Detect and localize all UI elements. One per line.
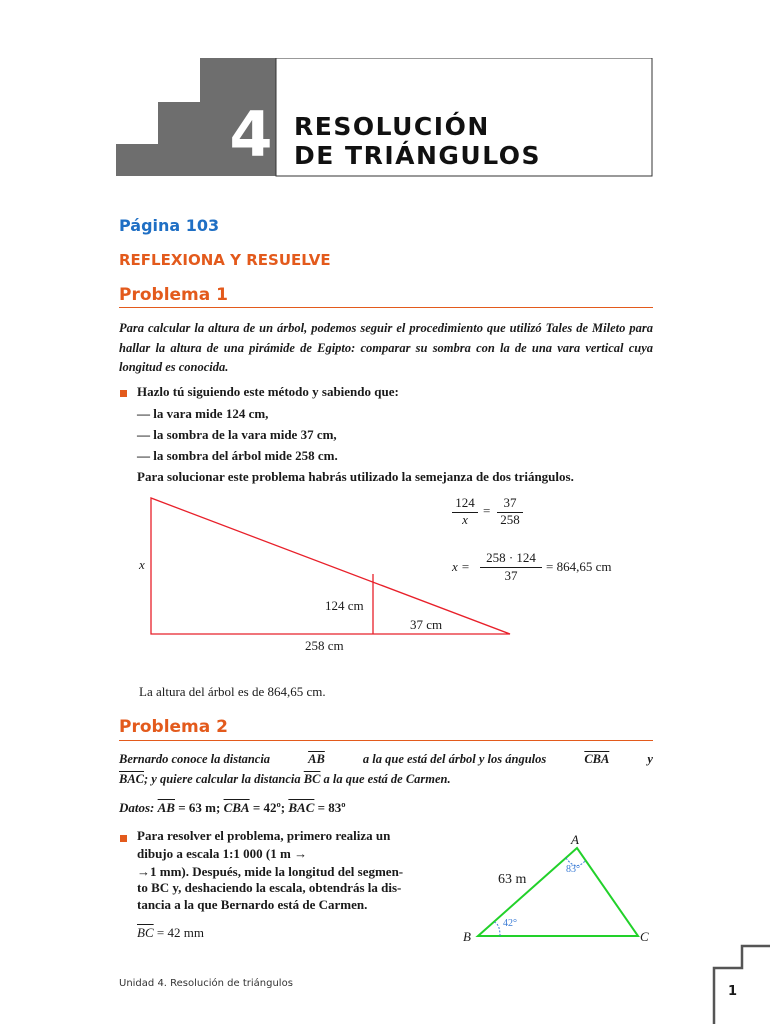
p2-text-2: a la que está del árbol y los ángulos [362,752,547,766]
problem1-item-1: — la vara mide 124 cm, [137,406,269,421]
page-number: 1 [728,984,738,999]
chapter-title [294,112,541,170]
datos-ab-val: = 63 m; [178,800,221,815]
problem1-heading: Problema 1 [119,285,228,305]
problem2-task-line3: →1 mm). Después, mide la longitud del segmen- [137,864,404,879]
problem2-task-line2: dibujo a escala 1:1 000 (1 m → [137,846,308,861]
problem1-item-2: — la sombra de la vara mide 37 cm, [137,427,337,442]
solve-den: 37 [504,568,518,583]
footer-text: Unidad 4. Resolución de triángulos [119,978,293,989]
p2-ang-bac: $\overline{BAC}$ [119,772,145,786]
problem2-task-line4: to BC y, deshaciendo la escala, obtendrás la dis- [137,880,402,895]
section-heading: REFLEXIONA Y RESUELVE [119,251,331,269]
problem1-item-3: — la sombra del árbol mide 258 cm. [137,448,338,463]
problem1-bullet [120,390,127,397]
solve-rhs: = 864,65 cm [546,559,612,574]
angle-a-label: 83° [566,864,580,875]
chapter-title-line2: DE TRIÁNGULOS [294,141,542,170]
problem2-answer [137,925,204,941]
angle-b-label: 42° [503,918,517,929]
ratio-den-right: 258 [500,512,520,527]
triangle-abc-figure [470,836,650,946]
problem2-heading: Problema 2 [119,717,228,737]
angle-b-arc [494,922,500,936]
label-sombra-vara: 37 cm [410,617,443,632]
p2-seg-ab: $\overline{AB}$ [308,752,325,766]
chapter-number: 4 [229,98,273,171]
problem1-conclusion: Para solucionar este problema habrás utilizado la semejanza de dos triángulos. [137,469,574,484]
answer-seg-bc: $\overline{BC}$ [137,925,154,940]
shadow-triangles-figure [148,495,518,637]
p2-seg-bc: $\overline{BC}$ [303,772,321,786]
problem2-task-line1: Para resolver el problema, primero realiza un [137,828,391,843]
chapter-title-line1: RESOLUCIÓN [294,112,490,141]
ratio-equals: = [483,503,491,518]
datos-cba: $\overline{CBA}$ [223,800,250,815]
p2-text-3: y [647,752,653,766]
datos-label: Datos: [119,800,155,815]
p2-text-4: ; y quiere calcular la distancia [144,772,301,786]
problem2-rule [119,740,653,741]
ratio-num-left: 124 [455,495,475,510]
label-vara: 124 cm [325,598,364,613]
problem1-answer: La altura del árbol es de 864,65 cm. [139,684,326,699]
solve-num: 258 · 124 [486,550,536,565]
ratio-num-right: 37 [503,495,517,510]
side-ab-label: 63 m [498,872,527,887]
problem2-statement-line2 [119,772,451,787]
problem1-rule [119,307,653,308]
vertex-b-label: B [463,929,471,944]
datos-bac-val: = 83º [317,800,346,815]
solve-lhs: x = [452,559,470,574]
p2-text-1: Bernardo conoce la distancia [119,752,271,766]
problem2-statement-line1 [119,752,653,772]
datos-ab: $\overline{AB}$ [157,800,175,815]
problem2-bullet [120,835,127,842]
problem2-task-line5: tancia a la que Bernardo está de Carmen. [137,897,368,912]
triangle-abc [478,848,638,936]
footer-corner-graphic [700,942,770,1024]
ratio-den-left: x [462,512,468,527]
problem1-statement: Para calcular la altura de un árbol, podemos seguir el procedimiento que utilizó Tales de Mileto para hallar la altura de una pirámide de Egipto: comparar su sombra con la de una vara vertical cuya longitud es conocida. [119,321,653,374]
vertex-c-label: C [640,929,649,944]
datos-cba-val: = 42º; [252,800,286,815]
label-tree-height: x [139,557,145,572]
label-sombra-arbol: 258 cm [305,638,344,653]
page-label: Página 103 [119,216,220,235]
p2-ang-cba: $\overline{CBA}$ [584,752,610,766]
datos-bac: $\overline{BAC}$ [288,800,315,815]
problem2-datos [119,800,346,816]
answer-val: = 42 mm [156,925,204,940]
vertex-a-label: A [571,832,579,847]
problem1-task: Hazlo tú siguiendo este método y sabiendo que: [137,384,399,399]
p2-text-5: a la que está de Carmen. [323,772,451,786]
footer-steps [714,946,770,1024]
